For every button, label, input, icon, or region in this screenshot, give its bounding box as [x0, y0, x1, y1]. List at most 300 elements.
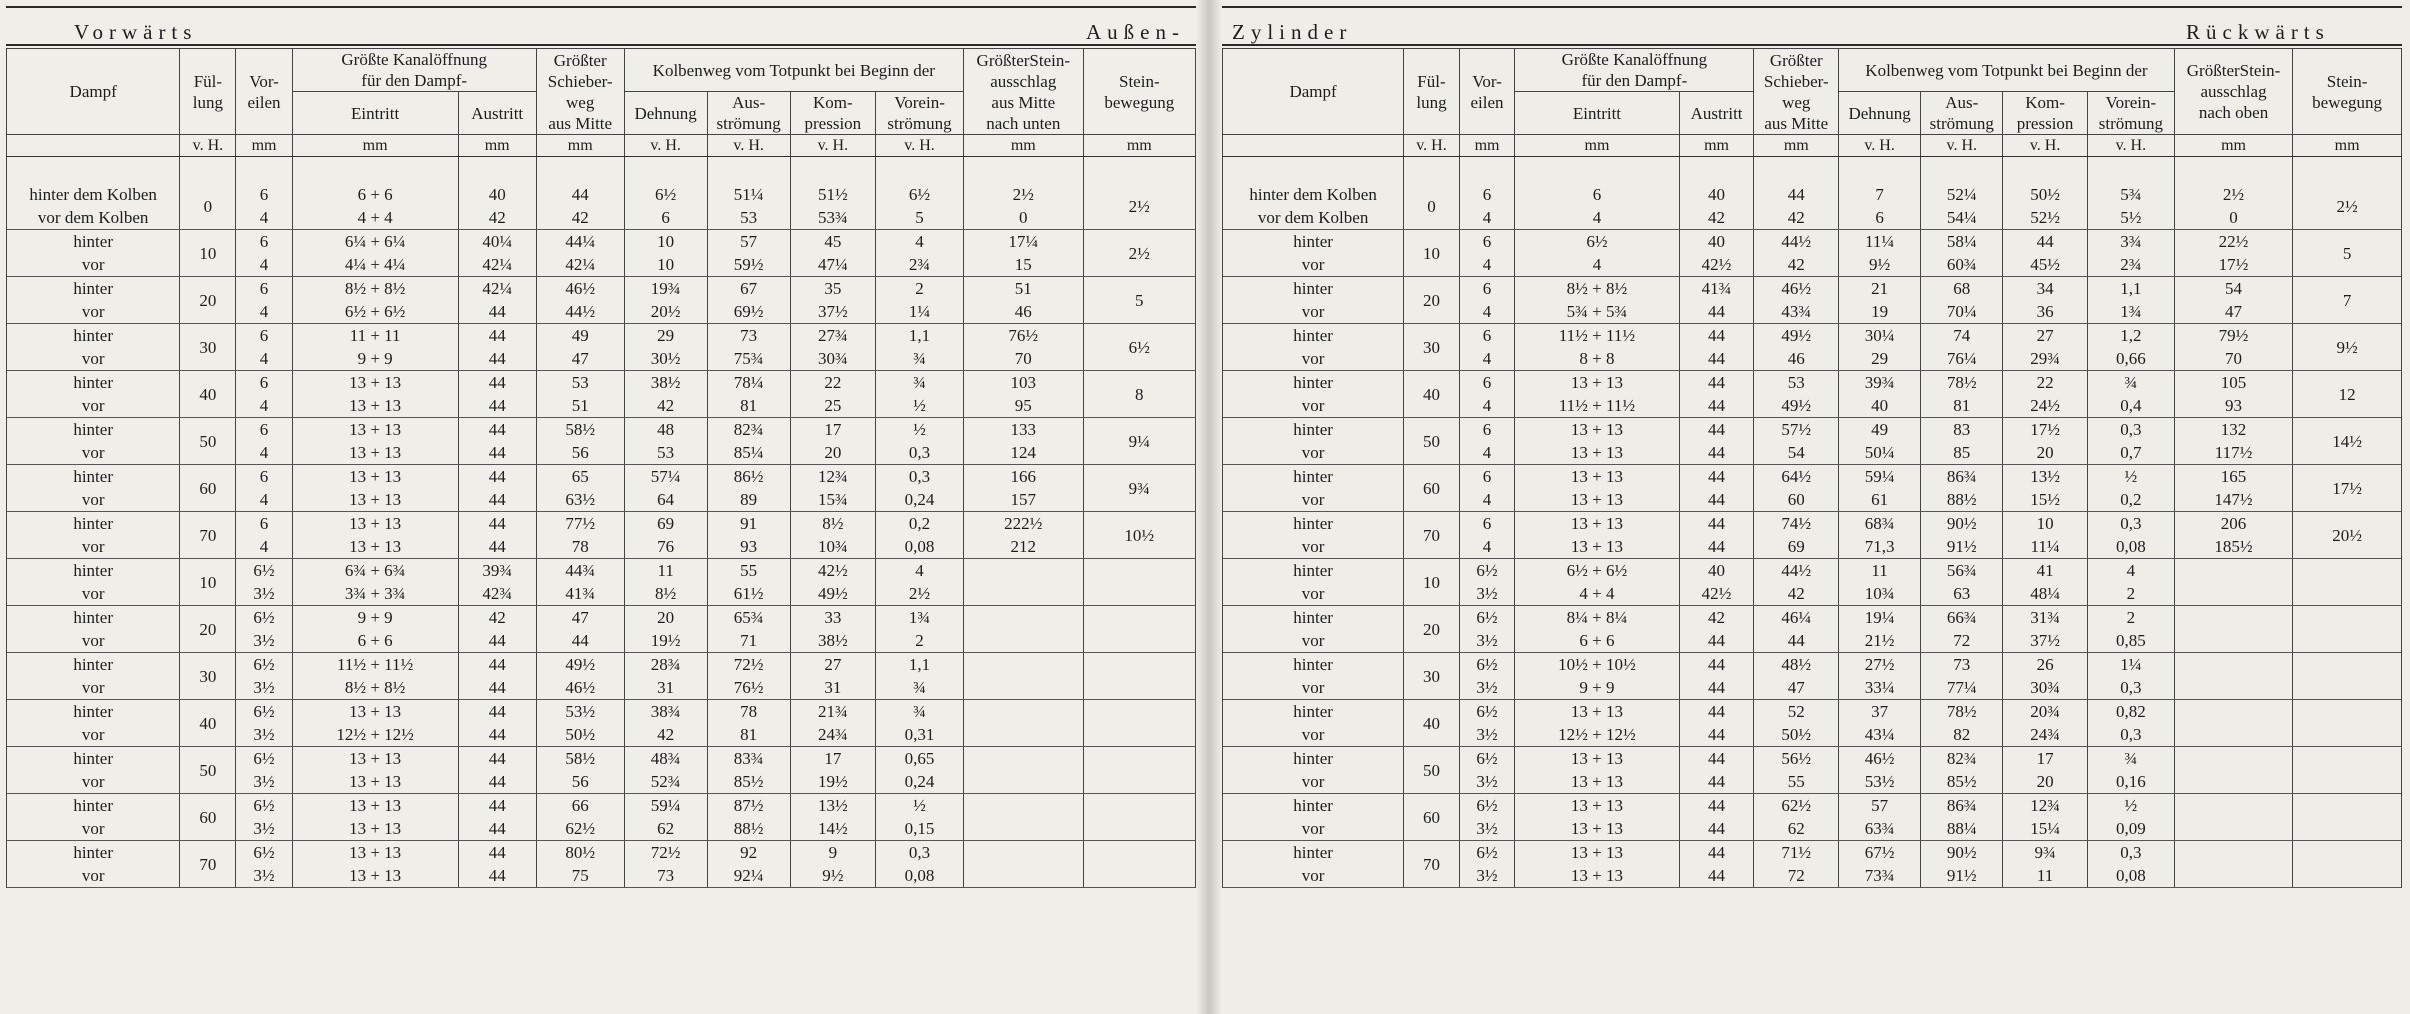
eintritt-value: 13 + 13: [1570, 467, 1623, 486]
steinbewegung-value: [2293, 841, 2402, 888]
voreinstroemung-value: 4: [915, 232, 924, 251]
ausstroemung-value: 68: [1953, 279, 1971, 298]
dampf-label: hinter: [73, 749, 113, 768]
voreinstroemung-value: [2087, 418, 2174, 465]
kompression-value: [790, 747, 875, 794]
voreilen-value: 6: [259, 279, 269, 298]
dehnung-value: 64: [657, 490, 675, 509]
kompression-value: 21¾: [817, 702, 848, 721]
unit-cell: [7, 135, 180, 157]
table-row: [7, 465, 1196, 512]
dampf-label: [1223, 700, 1404, 747]
voreilen-value: [1459, 512, 1515, 559]
unit-cell: mm: [292, 135, 458, 157]
kompression-value: 30¾: [817, 349, 848, 368]
voreinstroemung-value: [876, 841, 964, 888]
dampf-label: [7, 606, 180, 653]
dampf-label: vor: [1301, 631, 1325, 650]
ausstroemung-value: 88¼: [1946, 819, 1977, 838]
eintritt-value: 13 + 13: [349, 702, 402, 721]
schieberweg-value: 44½: [1781, 561, 1812, 580]
dampf-label: [1223, 277, 1404, 324]
eintritt-value: 5¾ + 5¾: [1566, 302, 1628, 321]
voreilen-value: [236, 794, 292, 841]
schieberweg-value: 62½: [1781, 796, 1812, 815]
dehnung-value: [624, 512, 707, 559]
eintritt-value: 4 + 4: [1579, 584, 1615, 603]
dehnung-value: 39¾: [1864, 373, 1895, 392]
austritt-value: [1679, 324, 1754, 371]
dehnung-value: 10¾: [1864, 584, 1895, 603]
kompression-value: [2003, 371, 2088, 418]
eintritt-value: [1515, 230, 1679, 277]
table-row: [1223, 606, 2402, 653]
voreinstroemung-value: 0,3: [908, 443, 931, 462]
schieberweg-value: [536, 653, 624, 700]
eintritt-value: 13 + 13: [349, 420, 402, 439]
dehnung-value: 46½: [1864, 749, 1895, 768]
header-line: eilen: [1470, 92, 1504, 112]
col-header-steinbewegung: [1083, 49, 1195, 135]
kompression-value: 12¾: [2030, 796, 2060, 815]
fuellung-value: 60: [180, 794, 236, 841]
header-line: nach oben: [2198, 103, 2269, 122]
voreinstroemung-value: 0,82: [2115, 702, 2146, 721]
schieberweg-value: 53½: [565, 702, 596, 721]
kompression-value: [790, 700, 875, 747]
eintritt-value: 6½ + 6½: [1566, 561, 1628, 580]
kompression-value: 9¾: [2034, 843, 2056, 862]
header-line: Stein-: [1119, 71, 1160, 91]
table-row: [1223, 277, 2402, 324]
steinausschlag-value: 132: [2220, 420, 2247, 439]
ausstroemung-value: 61½: [733, 584, 764, 603]
dehnung-value: 33¼: [1864, 678, 1895, 697]
dampf-label: [7, 371, 180, 418]
eintritt-value: 13 + 13: [349, 749, 402, 768]
kompression-value: 38½: [817, 631, 848, 650]
steinausschlag-value: 47: [2225, 302, 2243, 321]
ausstroemung-value: 85½: [733, 772, 764, 791]
ausstroemung-value: 71: [740, 631, 758, 650]
ausstroemung-value: 81: [740, 725, 758, 744]
eintritt-value: [292, 606, 458, 653]
austritt-value: [458, 559, 536, 606]
voreilen-value: 6½: [253, 702, 275, 721]
schieberweg-value: 69: [1787, 537, 1805, 556]
dampf-label: vor: [81, 866, 105, 885]
schieberweg-value: [1754, 277, 1839, 324]
voreinstroemung-value: [876, 465, 964, 512]
eintritt-value: [292, 559, 458, 606]
unit-cell: v. H.: [180, 135, 236, 157]
unit-cell: mm: [2174, 135, 2292, 157]
eintritt-value: [292, 324, 458, 371]
table-row: [7, 157, 1196, 230]
steinausschlag-value: [2174, 157, 2292, 230]
dampf-label: [7, 700, 180, 747]
voreinstroemung-value: 0,7: [2120, 443, 2142, 462]
ausstroemung-value: 52¼: [1946, 185, 1977, 204]
kompression-value: [2003, 230, 2088, 277]
austritt-value: 44: [488, 420, 506, 439]
voreinstroemung-value: 1¾: [2120, 302, 2142, 321]
schieberweg-value: 50½: [1781, 725, 1812, 744]
dehnung-value: 11: [657, 561, 674, 580]
fuellung-value: 50: [180, 418, 236, 465]
voreilen-value: 4: [259, 490, 269, 509]
fuellung-value: 60: [1404, 794, 1460, 841]
dehnung-value: [1839, 653, 1921, 700]
voreilen-value: [1459, 371, 1515, 418]
unit-cell: mm: [963, 135, 1083, 157]
voreilen-value: 3½: [1476, 866, 1498, 885]
dehnung-value: 19¾: [650, 279, 681, 298]
dehnung-value: [1839, 841, 1921, 888]
kompression-value: 30¾: [2030, 678, 2060, 697]
dampf-label: hinter: [1293, 749, 1333, 768]
eintritt-value: [292, 371, 458, 418]
voreilen-value: 3½: [253, 819, 275, 838]
schieberweg-value: 46½: [565, 279, 596, 298]
schieberweg-value: [1754, 606, 1839, 653]
col-header-dehnung: [1839, 92, 1921, 135]
dampf-label: [1223, 653, 1404, 700]
austritt-value: [458, 606, 536, 653]
dampf-label: [1223, 157, 1404, 230]
steinausschlag-value: 212: [1010, 537, 1037, 556]
eintritt-value: [292, 418, 458, 465]
steinbewegung-value: 2½: [1083, 157, 1195, 230]
dampf-label: vor: [1301, 772, 1325, 791]
dehnung-value: 29: [1871, 349, 1889, 368]
austritt-value: 40¼: [482, 232, 513, 251]
fuellung-value: 50: [1404, 747, 1460, 794]
voreilen-value: [236, 606, 292, 653]
col-header-dampf: [1223, 49, 1404, 135]
steinausschlag-value: 133: [1010, 420, 1037, 439]
dampf-label: vor: [81, 678, 105, 697]
schieberweg-value: 58½: [565, 420, 596, 439]
austritt-value: 42: [1708, 208, 1726, 227]
dehnung-value: 31: [657, 678, 675, 697]
voreinstroemung-value: 5: [915, 208, 924, 227]
austritt-value: [458, 418, 536, 465]
header-line: Stein-: [2326, 71, 2368, 91]
schieberweg-value: 47: [571, 608, 589, 627]
dehnung-value: 30¼: [1864, 326, 1895, 345]
ausstroemung-value: [1921, 230, 2003, 277]
dampf-label: [1223, 794, 1404, 841]
dehnung-value: 11¼: [1865, 232, 1895, 251]
voreinstroemung-value: [2087, 606, 2174, 653]
ausstroemung-value: 82¾: [733, 420, 764, 439]
austritt-value: [1679, 559, 1754, 606]
fuellung-value: 10: [1404, 559, 1460, 606]
dampf-label: vor: [1301, 725, 1325, 744]
austritt-value: 44: [488, 443, 506, 462]
schieberweg-value: [536, 418, 624, 465]
steinbewegung-value: [2293, 747, 2402, 794]
steinbewegung-value: 17½: [2293, 465, 2402, 512]
austritt-value: 44: [1708, 537, 1726, 556]
schieberweg-value: 54: [1787, 443, 1805, 462]
dehnung-value: [624, 559, 707, 606]
table-row: [7, 559, 1196, 606]
steinausschlag-value: [2174, 794, 2292, 841]
schieberweg-value: 71½: [1781, 843, 1812, 862]
schieberweg-value: 42: [571, 208, 589, 227]
steinausschlag-value: 70: [2225, 349, 2243, 368]
dampf-label: vor: [1301, 678, 1325, 697]
austritt-value: 44: [1708, 655, 1726, 674]
schieberweg-value: 48½: [1781, 655, 1812, 674]
dampf-label: hinter: [1293, 796, 1333, 815]
austritt-value: [1679, 230, 1754, 277]
header-line: Dehnung: [634, 103, 697, 123]
fuellung-value: 50: [180, 747, 236, 794]
voreinstroemung-value: 1,1: [908, 326, 931, 345]
austritt-value: 44: [488, 796, 506, 815]
steinausschlag-value: 15: [1014, 255, 1032, 274]
table-row: [1223, 653, 2402, 700]
steinausschlag-value: [963, 653, 1083, 700]
austritt-value: 44: [488, 678, 506, 697]
steinbewegung-value: [1083, 841, 1195, 888]
voreilen-value: 6½: [253, 655, 275, 674]
voreilen-value: [1459, 157, 1515, 230]
eintritt-value: 6½: [1586, 232, 1608, 251]
dehnung-value: [624, 230, 707, 277]
dehnung-value: [1839, 418, 1921, 465]
voreinstroemung-value: [876, 418, 964, 465]
voreilen-value: 6: [1482, 185, 1492, 204]
schieberweg-value: 80½: [565, 843, 596, 862]
dampf-label: [7, 794, 180, 841]
ausstroemung-value: 55: [740, 561, 758, 580]
fuellung-value: 20: [1404, 277, 1460, 324]
ausstroemung-value: 83¾: [733, 749, 764, 768]
schieberweg-value: 53: [571, 373, 589, 392]
eintritt-value: [1515, 794, 1679, 841]
kompression-value: [790, 512, 875, 559]
dehnung-value: 9½: [1868, 255, 1891, 274]
kompression-value: 20: [2036, 443, 2054, 462]
voreilen-value: 6: [1482, 373, 1492, 392]
voreilen-value: 4: [259, 537, 269, 556]
voreilen-value: 3½: [253, 866, 275, 885]
eintritt-value: 13 + 13: [1570, 772, 1623, 791]
austritt-value: 44: [488, 866, 506, 885]
unit-cell: mm: [2293, 135, 2402, 157]
dampf-label: vor dem Kolben: [1257, 208, 1369, 227]
voreilen-value: 3½: [253, 725, 275, 744]
steinbewegung-value: [1083, 700, 1195, 747]
dehnung-value: 10: [657, 255, 675, 274]
fuellung-value: 70: [1404, 841, 1460, 888]
dampf-label: hinter: [1293, 326, 1333, 345]
steinausschlag-value: [2174, 700, 2292, 747]
austritt-value: [458, 157, 536, 230]
austritt-value: 44: [488, 490, 506, 509]
eintritt-value: 3¾ + 3¾: [344, 584, 406, 603]
schieberweg-value: 72: [1787, 866, 1805, 885]
voreilen-value: [1459, 700, 1515, 747]
dampf-label: vor: [1301, 866, 1325, 885]
dehnung-value: 53: [657, 443, 675, 462]
header-line: Größter: [1769, 50, 1823, 70]
ausstroemung-value: 78¼: [733, 373, 764, 392]
schieberweg-value: 44½: [565, 302, 596, 321]
austritt-value: 44: [1708, 725, 1726, 744]
austritt-value: 42: [1708, 608, 1726, 627]
fuellung-value: 40: [180, 700, 236, 747]
col-header-schieberweg: [1754, 49, 1839, 135]
col-header-ausstroemung: [1921, 92, 2003, 135]
steinausschlag-value: 2½: [2222, 185, 2245, 204]
eintritt-value: 13 + 13: [1570, 537, 1623, 556]
austritt-value: [1679, 277, 1754, 324]
dampf-label: hinter dem Kolben: [29, 185, 157, 204]
header-line: Aus-: [732, 93, 766, 112]
ausstroemung-value: 72: [1953, 631, 1971, 650]
kompression-value: [790, 418, 875, 465]
kompression-value: [2003, 324, 2088, 371]
header-line: Kolbenweg vom Totpunkt bei Beginn der: [1865, 60, 2148, 80]
austritt-value: 44: [488, 655, 506, 674]
schieberweg-value: 77½: [565, 514, 596, 533]
dampf-label: [1223, 606, 1404, 653]
austritt-value: 44: [1708, 326, 1726, 345]
dehnung-value: [624, 841, 707, 888]
schieberweg-value: [536, 841, 624, 888]
eintritt-value: 13 + 13: [1570, 514, 1623, 533]
header-line: Schieber-: [1763, 71, 1829, 91]
dampf-label: vor: [1301, 443, 1325, 462]
eintritt-value: 13 + 13: [349, 396, 402, 415]
table-row: [7, 606, 1196, 653]
dampf-label: hinter: [1293, 232, 1333, 251]
ausstroemung-value: 78: [740, 702, 758, 721]
dampf-label: [1223, 747, 1404, 794]
eintritt-value: 13 + 13: [349, 443, 402, 462]
header-line: Vor-: [1472, 71, 1502, 91]
voreilen-value: [1459, 324, 1515, 371]
schieberweg-value: [1754, 418, 1839, 465]
steinausschlag-value: 79½: [2218, 326, 2249, 345]
steinausschlag-value: 93: [2225, 396, 2243, 415]
dampf-label: hinter: [1293, 561, 1333, 580]
schieberweg-value: [1754, 700, 1839, 747]
kompression-value: 15½: [2030, 490, 2060, 509]
voreilen-value: [236, 465, 292, 512]
voreilen-value: 4: [1482, 490, 1492, 509]
table-row: [1223, 700, 2402, 747]
austritt-value: 42: [488, 208, 506, 227]
austritt-value: 44: [1708, 490, 1726, 509]
ausstroemung-value: 86¾: [1946, 796, 1977, 815]
ausstroemung-value: [707, 371, 790, 418]
steinausschlag-value: [2174, 747, 2292, 794]
voreinstroemung-value: [2087, 324, 2174, 371]
ausstroemung-value: 51¼: [733, 185, 764, 204]
unit-cell: v. H.: [876, 135, 964, 157]
fuellung-value: 10: [180, 559, 236, 606]
steinausschlag-value: 147½: [2214, 490, 2253, 509]
voreinstroemung-value: ¾: [913, 373, 926, 392]
col-header-voreinstroemung: [2087, 92, 2174, 135]
dehnung-value: 28¾: [650, 655, 681, 674]
header-line: ausschlag: [2200, 82, 2267, 101]
voreilen-value: 3½: [1476, 772, 1498, 791]
austritt-value: 42½: [1701, 584, 1732, 603]
ausstroemung-value: 75¾: [733, 349, 764, 368]
ausstroemung-value: [707, 418, 790, 465]
kompression-value: 37½: [817, 302, 848, 321]
dampf-label: [7, 841, 180, 888]
steinbewegung-value: 12: [2293, 371, 2402, 418]
dampf-label: hinter: [73, 514, 113, 533]
steinausschlag-value: 54: [2225, 279, 2243, 298]
dampf-label: hinter: [73, 279, 113, 298]
voreilen-value: 3½: [253, 584, 275, 603]
header-line: nach unten: [986, 113, 1061, 133]
voreilen-value: [1459, 653, 1515, 700]
dehnung-value: 29: [657, 326, 675, 345]
dehnung-value: 42: [657, 725, 675, 744]
voreinstroemung-value: [876, 512, 964, 559]
voreilen-value: 6½: [253, 561, 275, 580]
voreilen-value: 3½: [253, 772, 275, 791]
eintritt-value: [292, 465, 458, 512]
dampf-label: hinter: [73, 655, 113, 674]
dehnung-value: [624, 324, 707, 371]
ausstroemung-value: [1921, 700, 2003, 747]
dampf-label: vor: [81, 490, 105, 509]
austritt-value: 44: [488, 772, 506, 791]
dampf-label: hinter: [73, 420, 113, 439]
austritt-value: 44: [1708, 772, 1726, 791]
steinbewegung-value: [2293, 559, 2402, 606]
steinausschlag-value: [2174, 559, 2292, 606]
schieberweg-value: [536, 512, 624, 559]
header-line: Kolbenweg vom Totpunkt bei Beginn der: [652, 60, 935, 80]
dampf-label: [1223, 512, 1404, 559]
voreinstroemung-value: 0,09: [2115, 819, 2146, 838]
dampf-label: hinter: [73, 843, 113, 862]
ausstroemung-value: 66¾: [1946, 608, 1977, 627]
voreilen-value: [236, 418, 292, 465]
eintritt-value: 6: [1592, 185, 1602, 204]
austritt-value: [1679, 157, 1754, 230]
austritt-value: 42¼: [482, 255, 513, 274]
voreinstroemung-value: 0,31: [904, 725, 935, 744]
kompression-value: [2003, 700, 2088, 747]
eintritt-value: [1515, 747, 1679, 794]
dehnung-value: 43¼: [1864, 725, 1895, 744]
voreinstroemung-value: 0,08: [904, 866, 935, 885]
schieberweg-value: [1754, 465, 1839, 512]
ausstroemung-value: [1921, 277, 2003, 324]
fuellung-value: 0: [180, 157, 236, 230]
voreilen-value: 6½: [253, 796, 275, 815]
kompression-value: 24½: [2030, 396, 2060, 415]
eintritt-value: 13 + 13: [349, 537, 402, 556]
eintritt-value: [292, 794, 458, 841]
kompression-value: 26: [2036, 655, 2054, 674]
schieberweg-value: 44: [1787, 185, 1805, 204]
header-line: Austritt: [471, 103, 524, 123]
